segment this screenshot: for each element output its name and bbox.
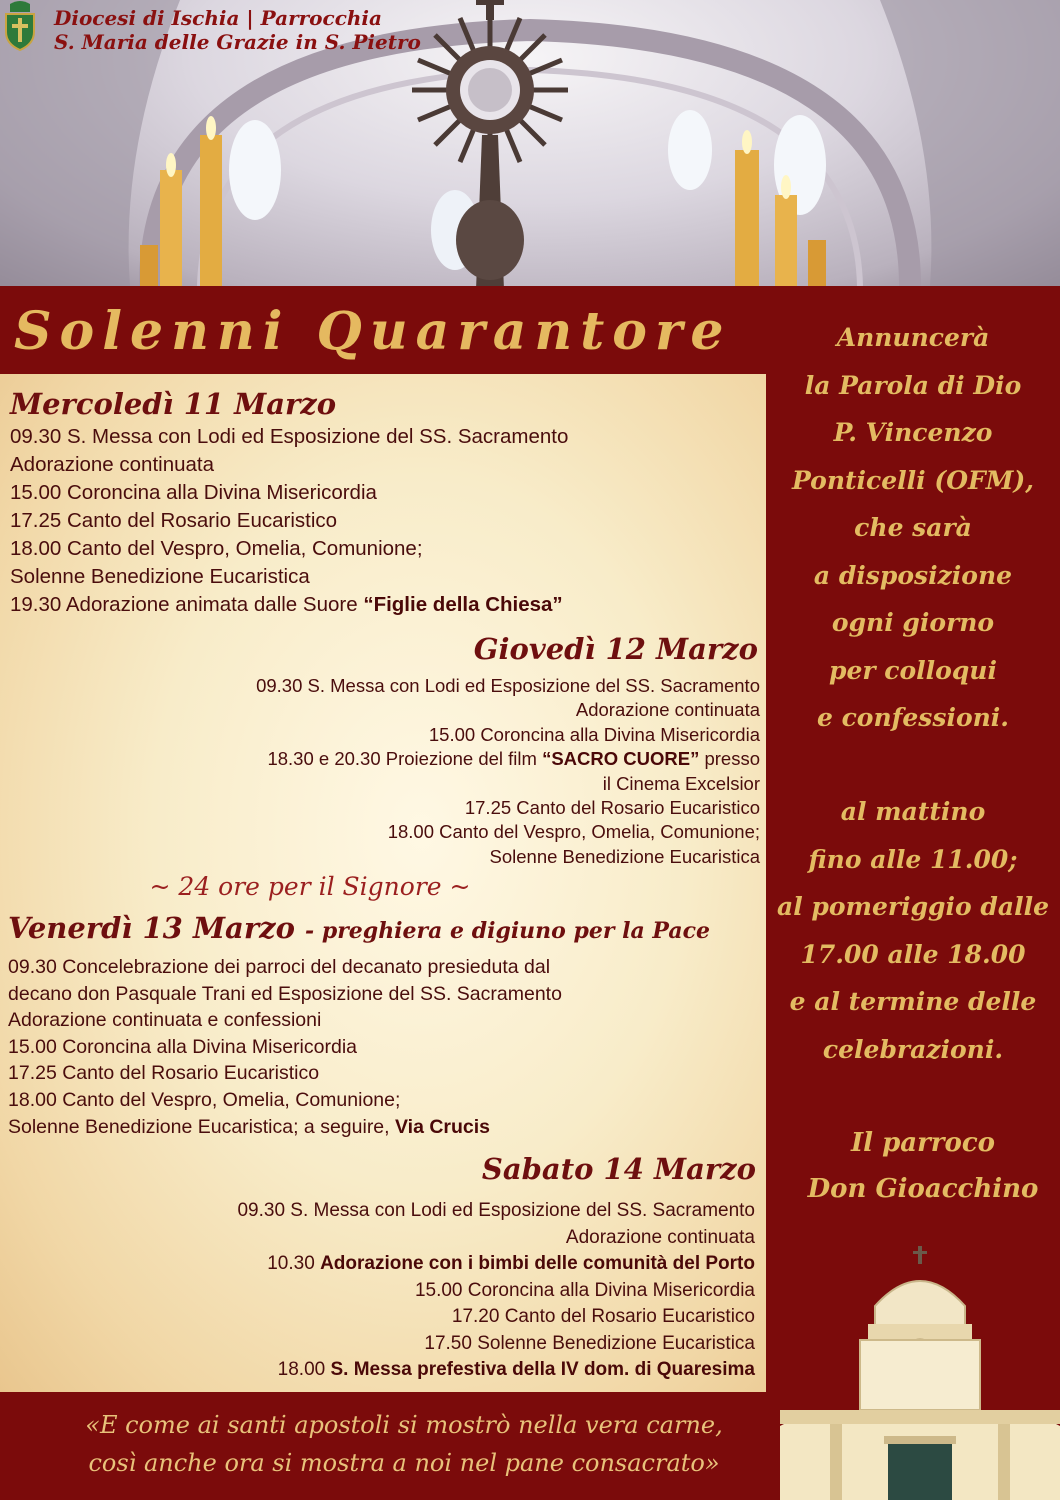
day-title (8, 910, 710, 949)
day-title-text: Venerdì 13 Marzo (8, 911, 295, 945)
schedule-line: 17.25 Canto del Rosario Eucaristico (10, 509, 338, 532)
schedule-line: il Cinema Excelsior (602, 772, 760, 794)
hours-line: fino alle 11.00; (808, 844, 1018, 874)
day-title: Giovedì 12 Marzo (473, 632, 758, 666)
day-schedule (10, 423, 568, 619)
schedule-line: Adorazione continuata (575, 699, 760, 721)
schedule-line: Adorazione continuata (565, 1226, 755, 1248)
schedule-line: 17.25 Canto del Rosario Eucaristico (8, 1062, 320, 1085)
day-schedule (8, 954, 562, 1140)
diocese-crest-icon (0, 0, 40, 52)
preacher-line: P. Vincenzo (833, 418, 993, 447)
preacher-line: ogni giorno (831, 608, 995, 637)
schedule-line: 09.30 S. Messa con Lodi ed Esposizione del SS. Sacramento (237, 1200, 755, 1221)
schedule-line: 18.00 Canto del Vespro, Omelia, Comunione; (387, 821, 760, 843)
preacher-info (766, 314, 1060, 742)
monstrance-photo (0, 0, 1060, 286)
schedule-text: Solenne Benedizione Eucaristica; a seguire, (8, 1115, 390, 1138)
schedule-line (10, 591, 568, 619)
schedule-text: 19.30 Adorazione animata dalle Suore (10, 593, 358, 616)
closing-quote (14, 1406, 794, 1482)
day-title: Mercoledì 11 Marzo (10, 387, 337, 421)
schedule-line (8, 1114, 562, 1141)
schedule-text: 10.30 (267, 1253, 315, 1274)
schedule-line: Solenne Benedizione Eucaristica (489, 845, 760, 867)
schedule-line: 15.00 Coroncina alla Divina Misericordia (10, 481, 377, 504)
quote-line: così anche ora si mostra a noi nel pane consacrato» (88, 1449, 720, 1477)
schedule-line: 09.30 Concelebrazione dei parroci del decanato presieduta dal (8, 956, 551, 978)
hours-line: 17.00 alle 18.00 (800, 939, 1026, 969)
page-title: Solenni Quarantore (14, 301, 732, 362)
highlight-text: “Figlie della Chiesa” (363, 593, 563, 616)
highlight-text: Via Crucis (395, 1115, 491, 1138)
preacher-line: e confessioni. (816, 703, 1010, 732)
schedule-line: 17.25 Canto del Rosario Eucaristico (464, 797, 760, 819)
schedule-text: 18.30 e 20.30 Proiezione del film (267, 748, 537, 770)
preacher-line: la Parola di Dio (804, 370, 1022, 400)
schedule-line: Adorazione continuata e confessioni (8, 1009, 322, 1032)
hours-line: celebrazioni. (822, 1034, 1004, 1064)
day-schedule (256, 674, 760, 869)
schedule-line: 17.20 Canto del Rosario Eucaristico (451, 1306, 755, 1327)
preacher-line: per colloqui (829, 655, 997, 685)
highlight-text: Adorazione con i bimbi delle comunità del Porto (320, 1253, 755, 1274)
parish-header (54, 6, 421, 54)
schedule-line: decano don Pasquale Trani ed Esposizione del SS. Sacramento (8, 982, 562, 1005)
section-subtitle: ~ 24 ore per il Signore ~ (149, 872, 471, 901)
preacher-line: che sarà (854, 513, 972, 542)
confession-hours (766, 788, 1060, 1073)
hours-line: al pomeriggio dalle (777, 892, 1049, 921)
highlight-text: S. Messa prefestiva della IV dom. di Quaresima (330, 1359, 755, 1380)
church-facade-image (780, 1246, 1060, 1500)
schedule-line: 15.00 Coroncina alla Divina Misericordia (414, 1279, 755, 1301)
schedule-line (256, 747, 760, 771)
day-schedule (237, 1198, 755, 1384)
org-line-2: S. Maria delle Grazie in S. Pietro (54, 30, 421, 54)
hours-line: e al termine delle (789, 987, 1037, 1016)
signature-line: Don Gioacchino (807, 1174, 1039, 1204)
day-title: Sabato 14 Marzo (481, 1152, 756, 1186)
day-title-suffix: - preghiera e digiuno per la Pace (305, 918, 711, 944)
schedule-line: 09.30 S. Messa con Lodi ed Esposizione del SS. Sacramento (256, 675, 760, 696)
schedule-line: Solenne Benedizione Eucaristica (10, 565, 310, 588)
schedule-line (237, 1251, 755, 1278)
preacher-line: a disposizione (813, 560, 1013, 590)
schedule-line: Adorazione continuata (10, 453, 215, 476)
signature-line: Il parroco (850, 1128, 996, 1158)
schedule-line: 18.00 Canto del Vespro, Omelia, Comunione; (10, 537, 423, 560)
schedule-line: 17.50 Solenne Benedizione Eucaristica (424, 1332, 755, 1354)
highlight-text: “SACRO CUORE” (542, 748, 700, 770)
schedule-line: 15.00 Coroncina alla Divina Misericordia (8, 1035, 358, 1058)
hours-line: al mattino (840, 797, 986, 826)
schedule-text: presso (704, 748, 760, 770)
schedule-line: 15.00 Coroncina alla Divina Misericordia (428, 723, 760, 745)
schedule-line: 18.00 Canto del Vespro, Omelia, Comunione; (8, 1088, 401, 1111)
schedule-line: 09.30 S. Messa con Lodi ed Esposizione del SS. Sacramento (10, 425, 569, 448)
preacher-line: Annuncerà (836, 323, 990, 352)
schedule-text: 18.00 (277, 1359, 326, 1380)
quote-line: «E come ai santi apostoli si mostrò nella vera carne, (85, 1411, 723, 1439)
preacher-line: Ponticelli (OFM), (792, 465, 1034, 495)
schedule-line (237, 1357, 755, 1384)
org-line-1: Diocesi di Ischia | Parrocchia (54, 6, 382, 30)
signature (766, 1120, 1060, 1212)
